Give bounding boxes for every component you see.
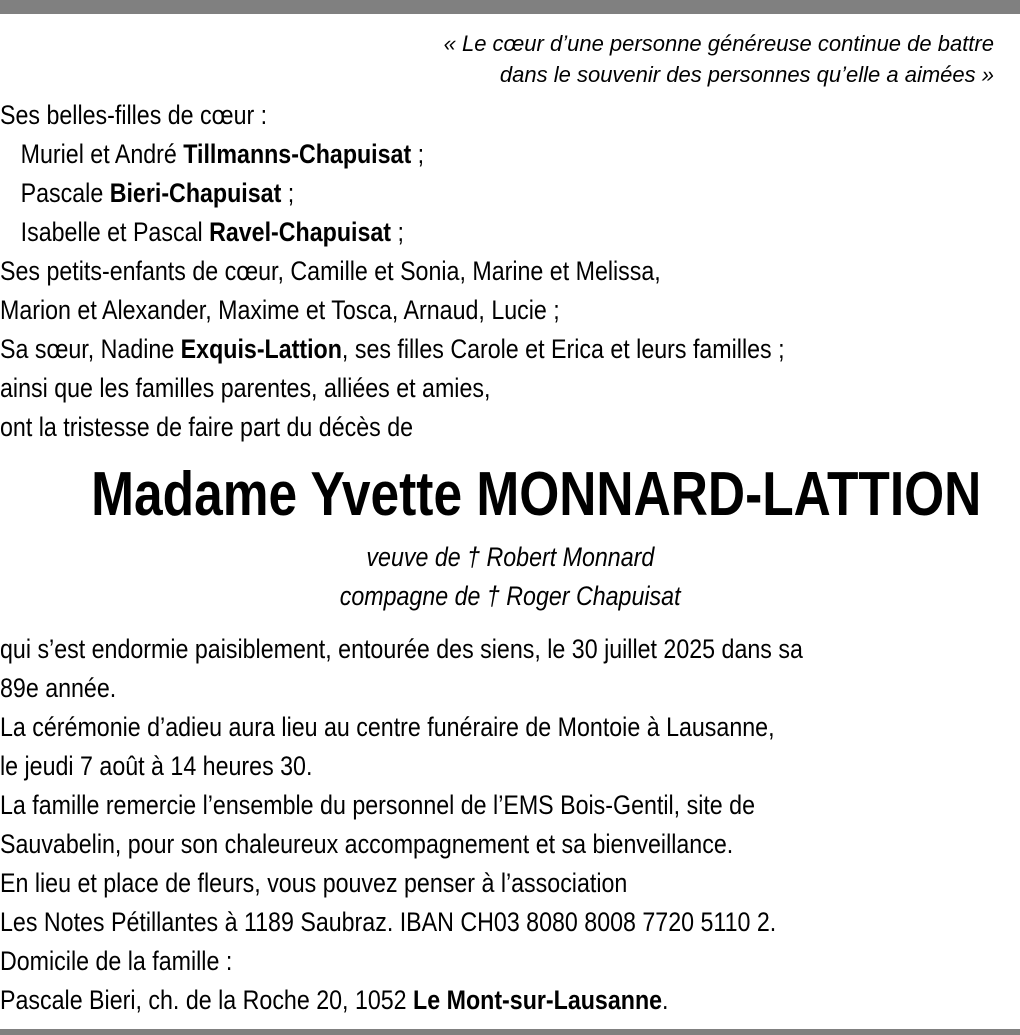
epigraph-quote [444, 28, 994, 90]
body-line-8: Les Notes Pétillantes à 1189 Saubraz. IBAN CH03 8080 8008 7720 5110 2. [0, 907, 777, 937]
family-member-3-surname: Ravel-Chapuisat [209, 217, 392, 247]
body-line-9: Domicile de la famille : [0, 946, 233, 976]
body-line-1: qui s’est endormie paisiblement, entourée des siens, le 30 juillet 2025 dans sa [0, 634, 803, 664]
family-member-1: Muriel et André Tillmanns-Chapuisat ; [20, 139, 425, 169]
deceased-name: Madame Yvette MONNARD-LATTION [91, 460, 982, 529]
address-town: Le Mont-sur-Lausanne [413, 985, 663, 1015]
sister-line: Sa sœur, Nadine Exquis-Lattion, ses filles Carole et Erica et leurs familles ; [0, 334, 785, 364]
family-member-2-surname: Bieri-Chapuisat [109, 178, 282, 208]
family-list [0, 96, 912, 447]
family-member-2: Pascale Bieri-Chapuisat ; [20, 178, 295, 208]
family-address: Pascale Bieri, ch. de la Roche 20, 1052 Le Mont-sur-Lausanne. [0, 985, 669, 1015]
grandchildren-line-1: Ses petits-enfants de cœur, Camille et Sonia, Marine et Melissa, [0, 256, 661, 286]
body-line-6: Sauvabelin, pour son chaleureux accompagnement et sa bienveillance. [0, 829, 734, 859]
quote-line-1: « Le cœur d’une personne généreuse continue de battre [443, 31, 994, 56]
family-member-1-surname: Tillmanns-Chapuisat [183, 139, 412, 169]
body-line-5: La famille remercie l’ensemble du personnel de l’EMS Bois-Gentil, site de [0, 790, 756, 820]
bottom-rule [0, 1029, 1020, 1035]
body-line-2: 89e année. [0, 673, 117, 703]
family-member-3: Isabelle et Pascal Ravel-Chapuisat ; [20, 217, 404, 247]
body-line-4: le jeudi 7 août à 14 heures 30. [0, 751, 313, 781]
quote-line-2: dans le souvenir des personnes qu’elle a aimées » [499, 62, 994, 87]
grandchildren-line-2: Marion et Alexander, Maxime et Tosca, Arnaud, Lucie ; [0, 295, 560, 325]
family-intro: Ses belles-filles de cœur : [0, 100, 268, 130]
notice-body [0, 630, 934, 1020]
widow-of-line: veuve de † Robert Monnard [366, 542, 654, 572]
deceased-relations [0, 538, 1020, 616]
sister-surname: Exquis-Lattion [180, 334, 342, 364]
body-line-3: La cérémonie d’adieu aura lieu au centre funéraire de Montoie à Lausanne, [0, 712, 775, 742]
body-line-7: En lieu et place de fleurs, vous pouvez penser à l’association [0, 868, 628, 898]
partner-of-line: compagne de † Roger Chapuisat [339, 581, 681, 611]
announcement-line: ont la tristesse de faire part du décès de [0, 412, 414, 442]
top-rule [0, 0, 1020, 14]
relatives-line: ainsi que les familles parentes, alliées et amies, [0, 373, 491, 403]
